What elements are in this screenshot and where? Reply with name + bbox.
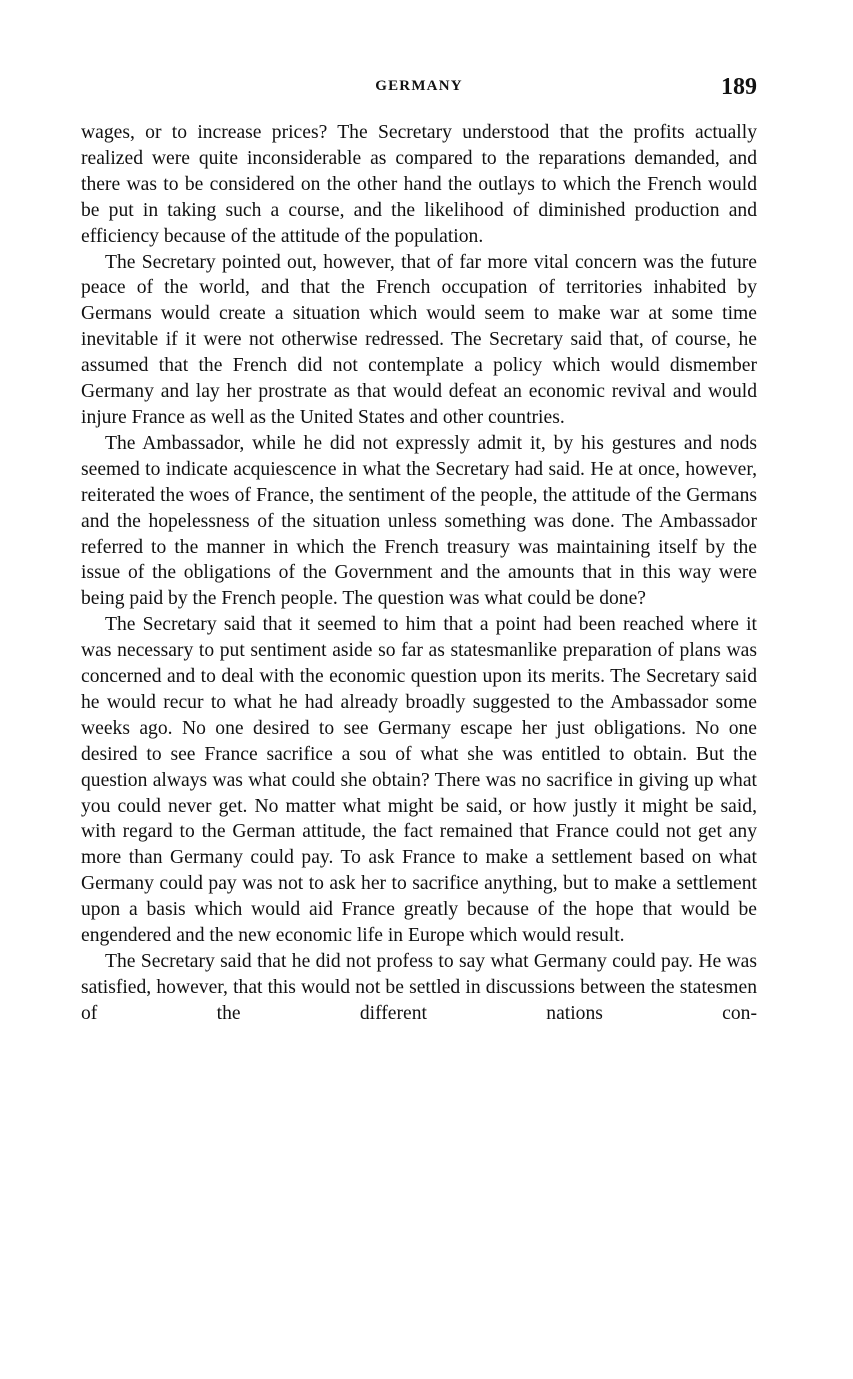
page-header xyxy=(81,72,757,108)
running-head: GERMANY xyxy=(375,78,463,94)
paragraph-continued: wages, or to increase prices? The Secretary understood that the profits actually realized were quite inconsiderable as compared to the reparations demanded, and there was to be considered on the other hand the outlays to which the French would be put in taking such a course, and the likelihood of diminished production and efficiency because of the attitude of the population. xyxy=(81,122,757,247)
paragraph-sentiment-aside: The Secretary said that it seemed to him that a point had been reached where it was necessary to put sentiment aside so far as statesmanlike preparation of plans was concerned and to deal with the economic question upon its merits. The Secretary said he would recur to what he had already broadly suggested to the Ambassador some weeks ago. No one desired to see Germany escape her just obligations. No one desired to see France sacrifice a sou of what she was entitled to obtain. But the question always was what could she obtain? There was no sacrifice in giving up what you could never get. No matter what might be said, or how justly it might be said, with regard to the German attitude, the fact remained that France could not get any more than Germany could pay. To ask France to make a settlement based on what Germany could pay was not to ask her to sacrifice anything, but to make a settlement upon a basis which would aid France greatly because of the hope that would be engendered and the new economic life in Europe which would result. xyxy=(81,614,757,947)
paragraph-what-germany-could-pay: The Secretary said that he did not profess to say what Germany could pay. He was satisfied, however, that this would not be settled in discussions between the statesmen of the different nations con- xyxy=(81,951,757,1024)
page-number: 189 xyxy=(721,74,757,100)
paragraph-vital-concern: The Secretary pointed out, however, that of far more vital concern was the future peace of the world, and that the French occupation of territories inhabited by Germans would create a situation which would seem to make war at some time inevitable if it were not otherwise redressed. The Secretary said that, of course, he assumed that the French did not contemplate a policy which would dismember Germany and lay her prostrate as that would defeat an economic revival and would injure France as well as the United States and other countries. xyxy=(81,251,757,428)
paragraph-ambassador: The Ambassador, while he did not expressly admit it, by his gestures and nods seemed to indicate acquiescence in what the Secretary had said. He at once, however, reiterated the woes of France, the sentiment of the people, the attitude of the Germans and the hopelessness of the situation unless something was done. The Ambassador referred to the manner in which the French treasury was maintaining itself by the issue of the obligations of the Government and the amounts that in this way were being paid by the French people. The question was what could be done? xyxy=(81,432,757,610)
body-text xyxy=(81,120,757,1027)
document-page xyxy=(81,72,757,1027)
